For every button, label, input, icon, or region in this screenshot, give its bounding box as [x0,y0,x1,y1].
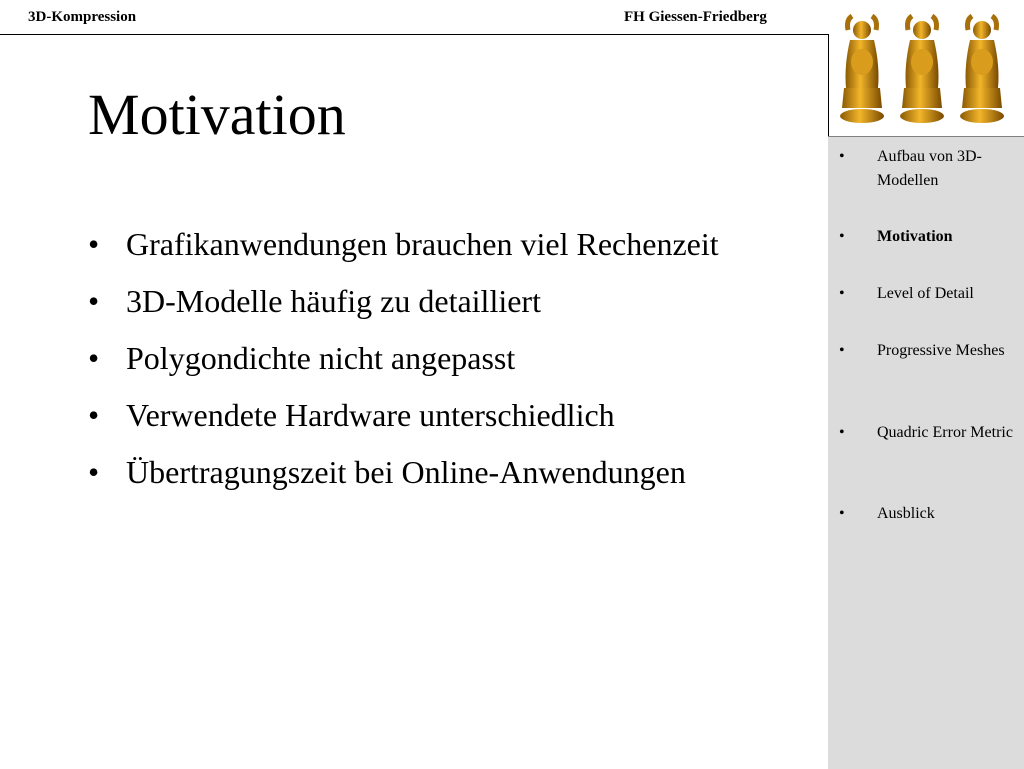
bullet-item [88,392,788,439]
bullet-icon: • [839,228,845,245]
bullet-icon: • [88,397,100,433]
sidebar-item-label: Aufbau von 3D-Modellen [877,148,982,189]
header-divider [0,34,828,35]
buddha-statue-icon [900,16,944,123]
sidebar-item-label: Motivation [877,228,953,245]
bullet-icon: • [88,283,100,319]
bullet-text: 3D-Modelle häufig zu detailliert [126,283,541,319]
buddha-statues-icon [828,0,1024,136]
bullet-icon: • [839,424,845,441]
bullet-text: Verwendete Hardware unterschiedlich [126,397,615,433]
sidebar-outline [828,136,1024,769]
buddha-statue-icon [840,16,884,123]
bullet-icon: • [839,505,845,522]
sidebar-item-label: Level of Detail [877,285,974,302]
bullet-item [88,278,788,325]
bullet-icon: • [88,340,100,376]
logo-divider [828,34,829,136]
bullet-text: Polygondichte nicht angepasst [126,340,516,376]
slide-title: Motivation [88,82,346,147]
buddha-statue-icon [960,16,1004,123]
header-institution: FH Giessen-Friedberg [624,9,767,25]
bullet-icon: • [88,226,100,262]
sidebar-item-label: Progressive Meshes [877,342,1005,359]
logo-area [828,0,1024,136]
sidebar-item-label: Quadric Error Metric [877,424,1013,441]
sidebar-item-label: Ausblick [877,505,935,522]
bullet-item [88,449,788,496]
bullet-list [88,221,788,506]
bullet-text: Grafikanwendungen brauchen viel Rechenzeit [126,226,719,262]
bullet-icon: • [88,454,100,490]
bullet-item [88,335,788,382]
header-course-title: 3D-Kompression [28,9,137,25]
bullet-text: Übertragungszeit bei Online-Anwendungen [126,454,686,490]
bullet-item [88,221,788,268]
bullet-icon: • [839,342,845,359]
bullet-icon: • [839,285,845,302]
bullet-icon: • [839,148,845,165]
